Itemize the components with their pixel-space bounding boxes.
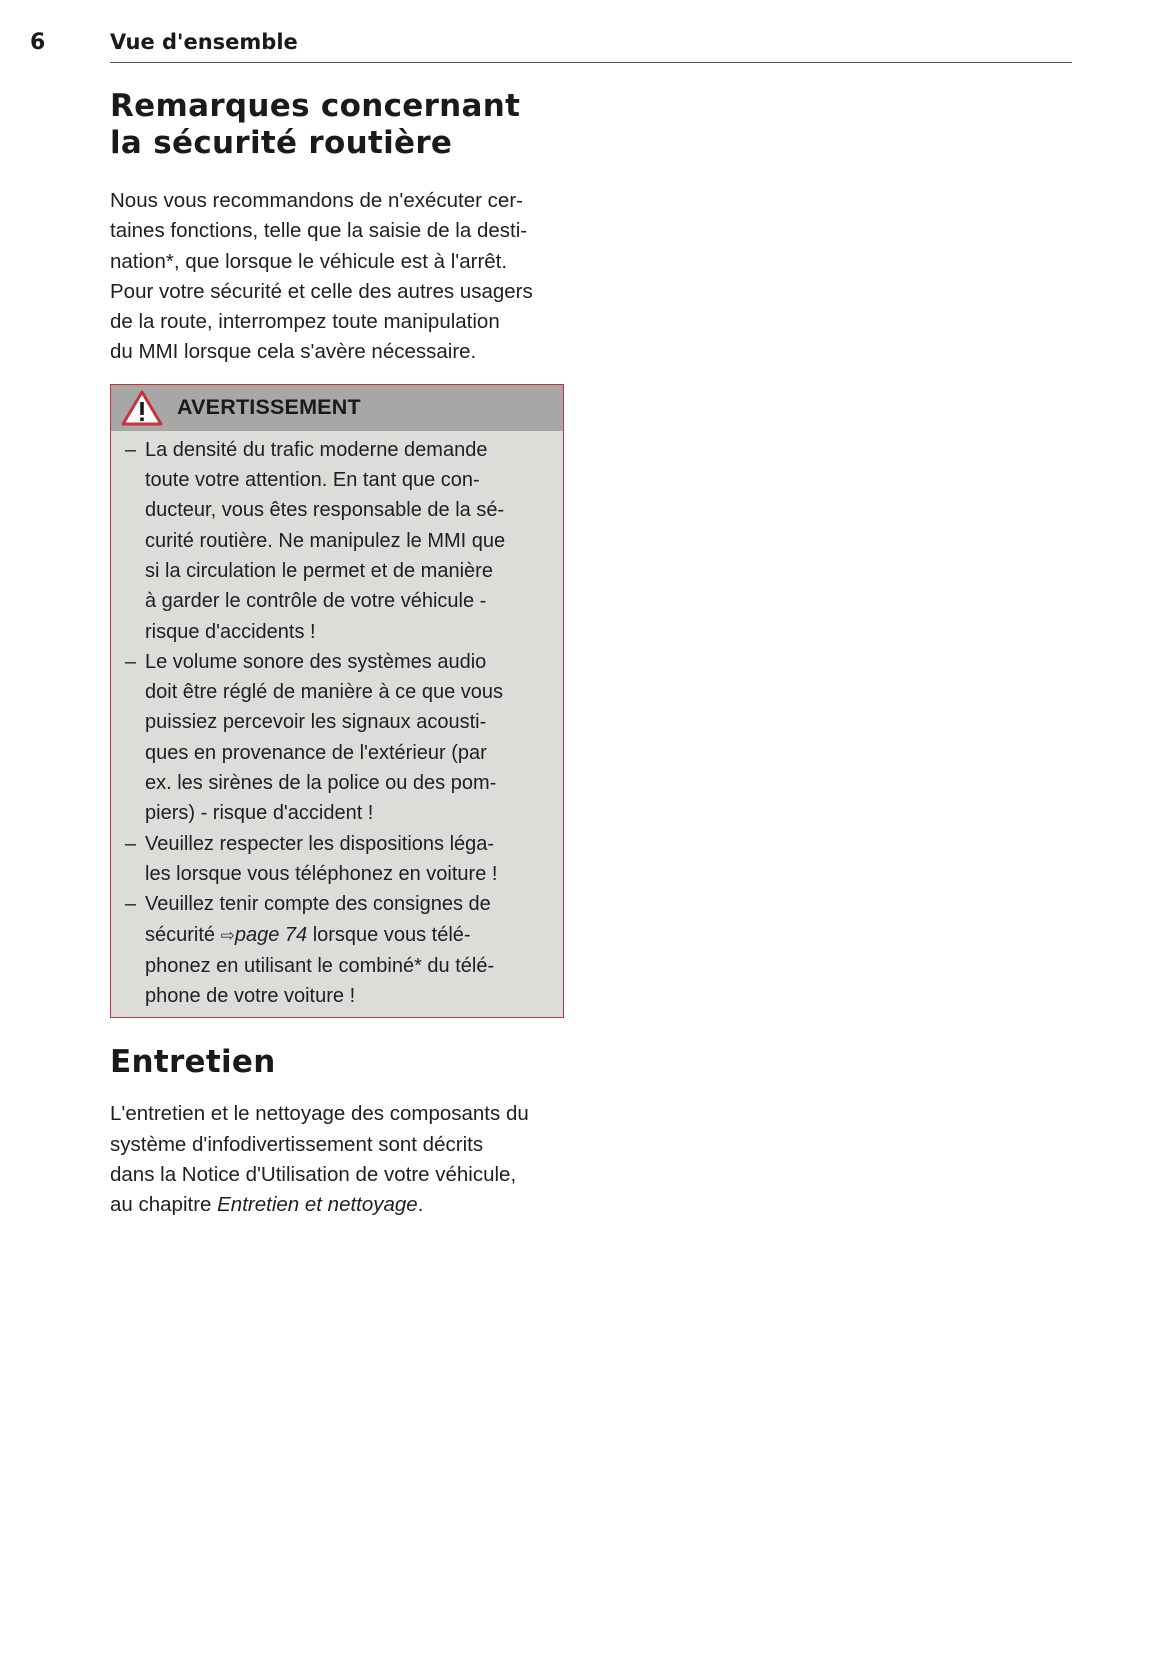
content-column [110,88,570,1221]
warning-item [125,889,553,1011]
warning-item4-text-after: lorsque vous télé- phonez en utilisant le combiné* du télé- phone de votre voiture ! [145,923,495,1008]
header-rule [110,62,1072,63]
warning-item: – Veuillez respecter les dispositions léga- les lorsque vous téléphonez en voiture ! [125,829,553,890]
page-reference-link[interactable]: page 74 [234,923,308,946]
page-number: 6 [30,30,46,55]
warning-triangle-icon [121,390,163,426]
warning-item4-text-before: Veuillez tenir compte des consignes de sécurité [145,893,491,946]
running-header: Vue d'ensemble [110,30,298,54]
safety-paragraph: Nous vous recommandons de n'exécuter cer- taines fonctions, telle que la saisie de la desti- nation*, que lorsque le véhicule est à l'arrêt. Pour votre sécurité et celle des autres usagers de la route, interrompez toute manipulation du MMI lorsque cela s'avère nécessaire. [110,189,533,364]
maintenance-text-before: L'entretien et le nettoyage des composants du système d'infodivertissement sont décrits dans la Notice d'Utilisation de votre véhicule, au chapitre [110,1102,529,1217]
safety-section-title [110,88,570,162]
warning-header [111,385,563,431]
arrow-right-icon: ⇨ [220,925,235,945]
warning-title: AVERTISSEMENT [177,395,361,420]
maintenance-chapter-reference: Entretien et nettoyage [217,1193,418,1217]
maintenance-text-after: . [417,1193,424,1217]
maintenance-paragraph [110,1099,570,1220]
safety-title-line1: Remarques concernant [110,88,521,124]
warning-item: – La densité du trafic moderne demande toute votre attention. En tant que con- ducteur, vous êtes responsable de la sé- curité routière. Ne manipulez le MMI que si la circulation le permet et de manière à garder le contrôle de votre véhicule - risque d'accidents ! [125,435,553,647]
warning-item: – Le volume sonore des systèmes audio doit être réglé de manière à ce que vous puissiez percevoir les signaux acousti- ques en provenance de l'extérieur (par ex. les sirènes de la police ou des pom- piers) - risque d'accident ! [125,647,553,829]
warning-list [111,431,563,1018]
maintenance-section-title: Entretien [110,1044,276,1081]
safety-title-line2: la sécurité routière [110,125,453,161]
warning-box [110,384,564,1019]
